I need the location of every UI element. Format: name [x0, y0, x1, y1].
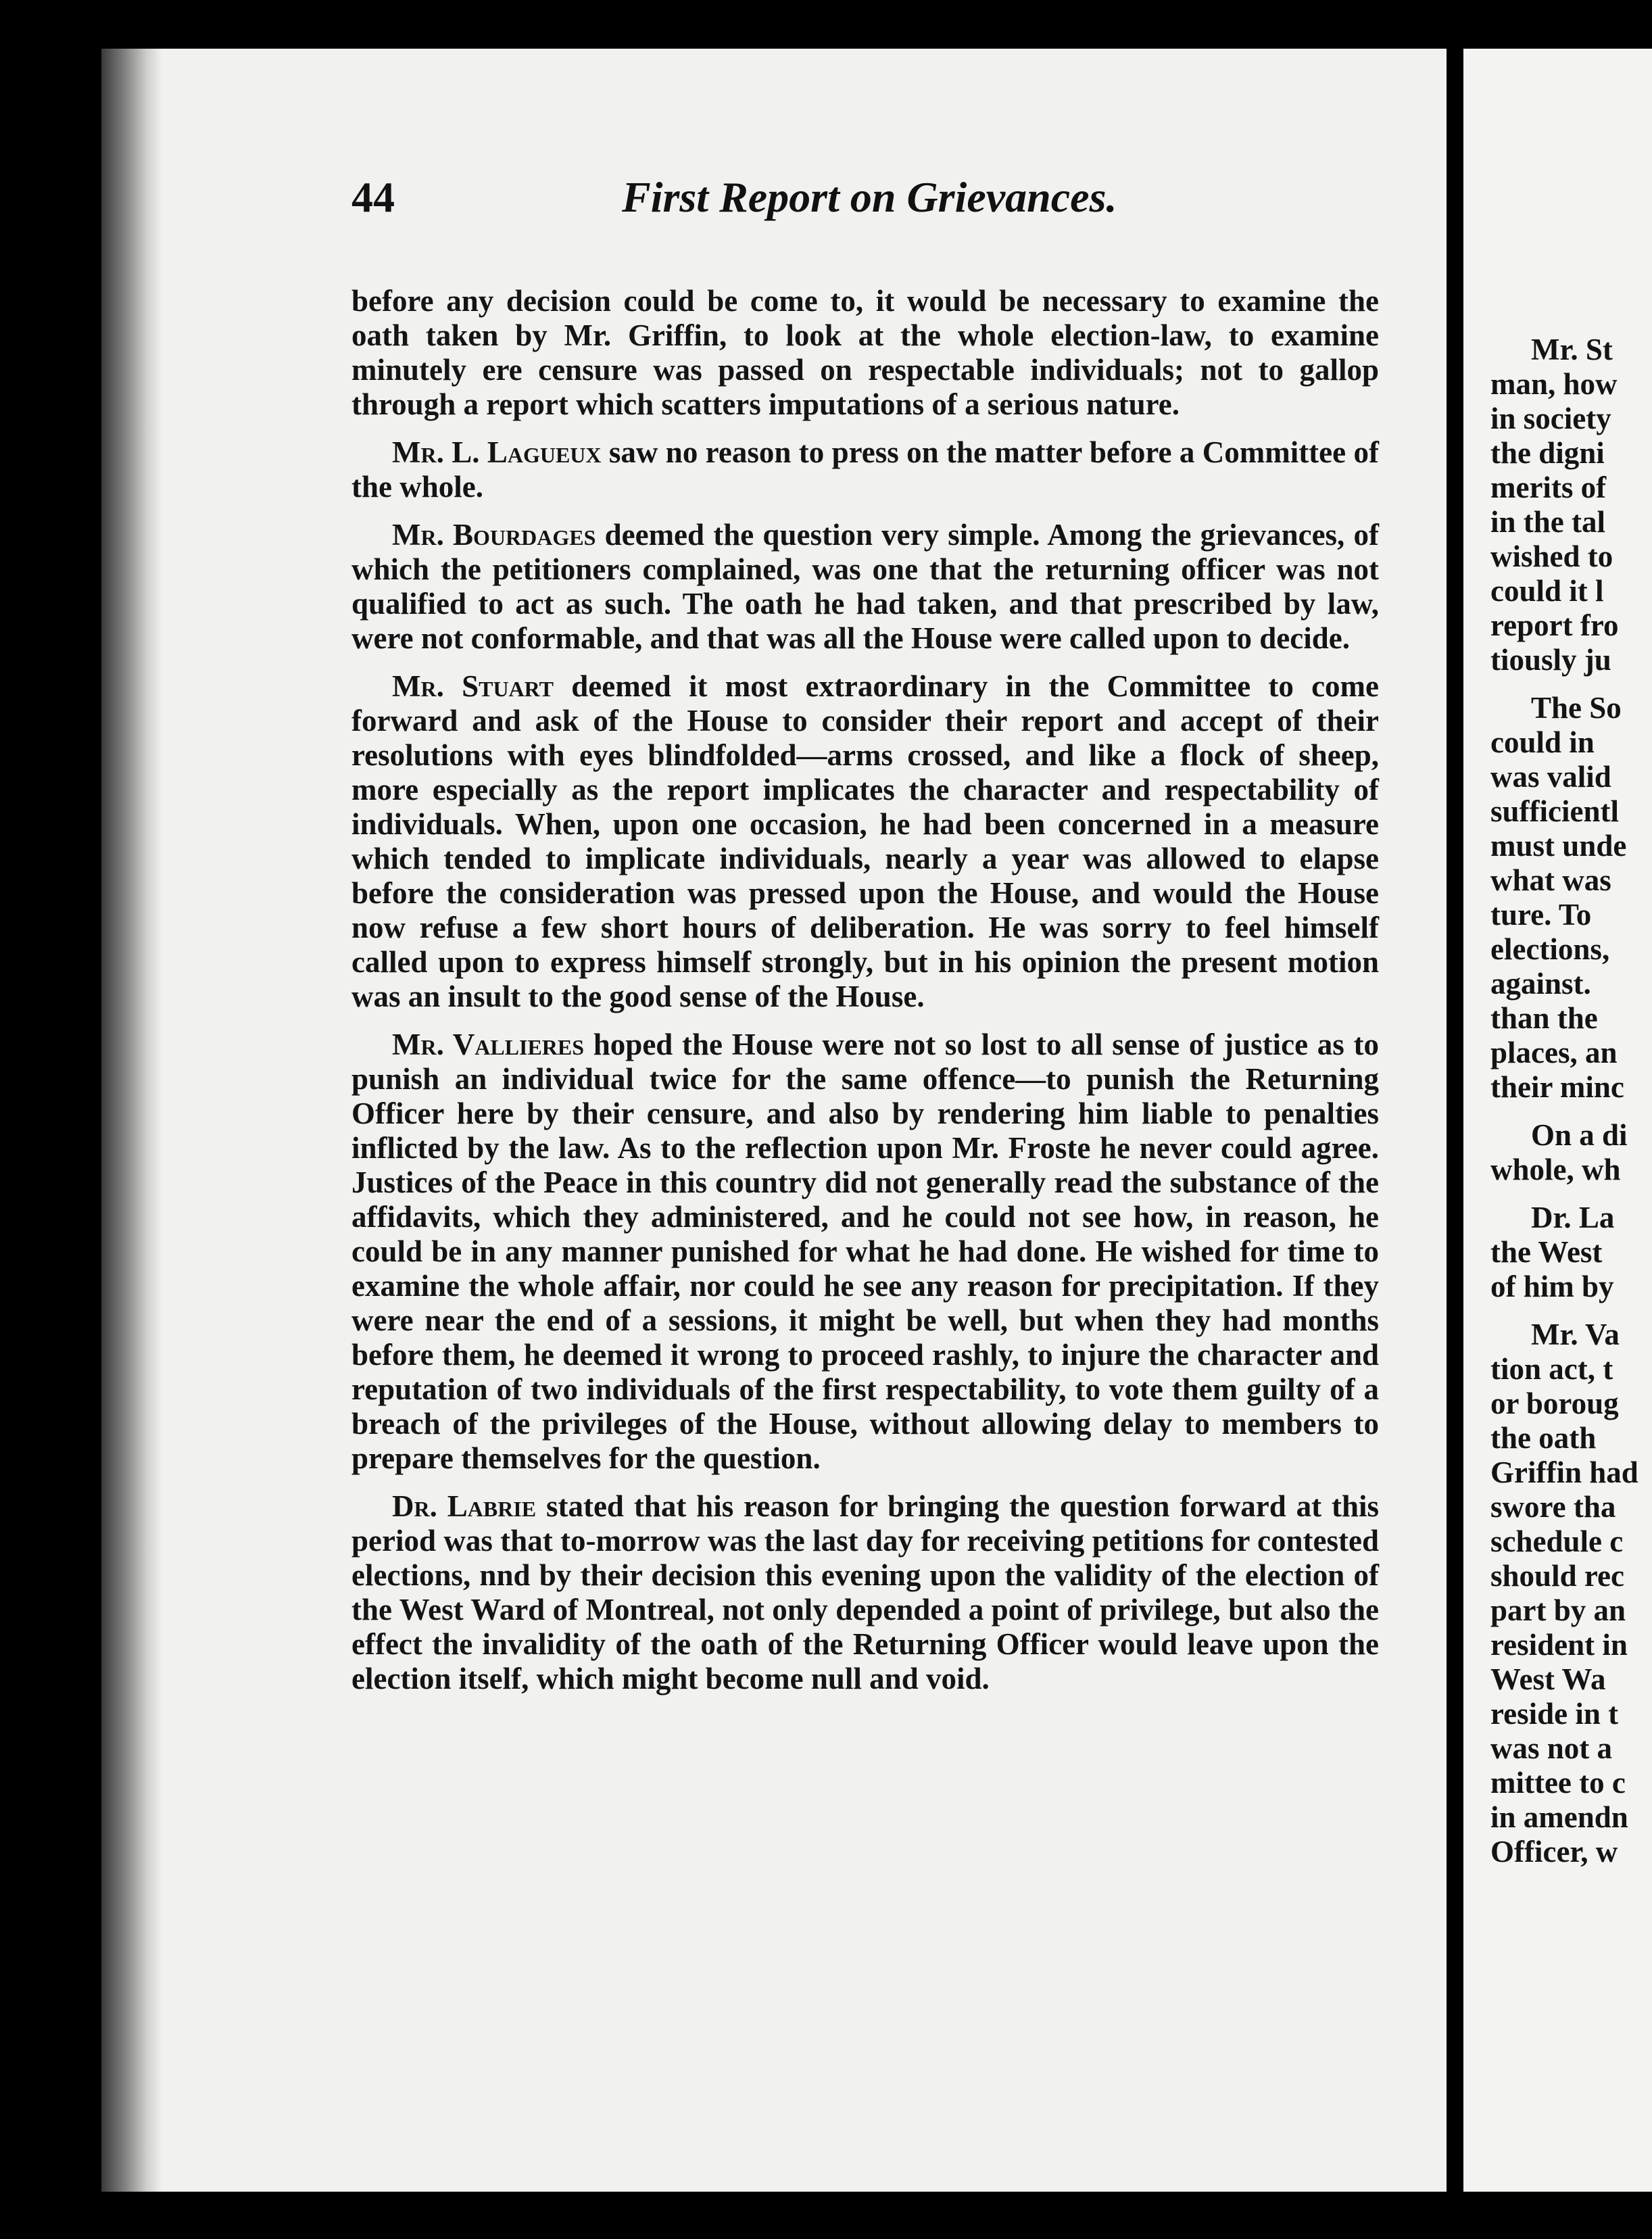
speaker-name: Mr. Stuart — [392, 669, 554, 703]
right-page-line: could in — [1490, 725, 1595, 759]
speaker-name: Mr. Bourdages — [392, 518, 596, 552]
right-page-line: merits of — [1490, 471, 1607, 504]
right-page-line: whole, wh — [1490, 1153, 1621, 1186]
right-page-line: Mr. St — [1531, 333, 1613, 366]
paragraph-gap — [1490, 1187, 1652, 1201]
right-page-line: West Wa — [1490, 1662, 1606, 1696]
right-page — [1463, 49, 1652, 2192]
right-page-line: elections, — [1490, 932, 1610, 966]
paragraph-gap — [1490, 1105, 1652, 1118]
right-page-line: On a di — [1531, 1118, 1628, 1152]
right-page-line: should rec — [1490, 1559, 1624, 1593]
speaker-name: Mr. Vallieres — [392, 1028, 585, 1061]
right-page-line: reside in t — [1490, 1697, 1619, 1731]
paragraph-gap — [1490, 1304, 1652, 1318]
right-page-line: Griffin had — [1490, 1455, 1638, 1489]
paragraph-text: stated that his reason for bringing the question forward at this period was that to-morrow was the last day for receiving petitions for contested elections, nnd by their decision this evening upon the validity of the election of the West Ward of Montreal, not only depended a point of privilege, but also the effect the invalidity of the oath of the Returning Officer would leave upon the election itself, which might become null and void. — [351, 1489, 1380, 1695]
right-page-line: sufficientl — [1490, 794, 1619, 828]
right-page-line: in society — [1490, 402, 1611, 435]
paragraph-text: before any decision could be come to, it would be necessary to examine the oath taken by Mr. Griffin, to look at the whole election-law, to examine minutely ere censure was passed on respectable individuals; not to gallop through a report which scatters imputations of a serious nature. — [351, 284, 1379, 421]
right-page-line: The So — [1531, 691, 1622, 725]
right-page-line: what was — [1490, 863, 1611, 897]
right-page-line: Dr. La — [1531, 1201, 1615, 1234]
right-page-line: wished to — [1490, 539, 1613, 573]
right-page-line: places, an — [1490, 1036, 1618, 1069]
right-page-line: was valid — [1490, 760, 1611, 794]
running-title: First Report on Grievances. — [622, 173, 1117, 221]
right-page-line: tion act, t — [1490, 1352, 1613, 1386]
right-page-line: could it l — [1490, 574, 1604, 608]
right-page-line: resident in — [1490, 1628, 1628, 1662]
paragraph-text: saw no reason to press on the matter before a Committee of the whole. — [351, 435, 1379, 504]
paragraph — [351, 435, 1379, 504]
speaker-name: Mr. L. Lagueux — [392, 435, 602, 469]
page-number: 44 — [351, 173, 395, 221]
right-page-line: of him by — [1490, 1270, 1614, 1303]
right-page-line: Mr. Va — [1531, 1318, 1620, 1351]
right-page-line: their minc — [1490, 1070, 1624, 1104]
right-page-line: report fro — [1490, 608, 1619, 642]
paragraph-text: hoped the House were not so lost to all sense of justice as to punish an individual twice for the same offence—to punish the Returning Officer here by their censure, and also by rendering him liable to penalties inflicted by the law. As to the reflection upon Mr. Froste he never could agree. Justices of the Peace in this country did not generally read the substance of the affidavits, which they administered, and he could not see how, in reason, he could be in any manner punished for what he had done. He wished for time to examine the whole affair, nor could he see any reason for precipitation. If they were near the end of a sessions, it might be well, but when they had months before them, he deemed it wrong to proceed rashly, to injure the character and reputation of two individuals of the first respectability, to vote them guilty of a breach of the privileges of the House, without allowing delay to members to prepare themselves for the question. — [351, 1028, 1379, 1475]
right-page-line: the West — [1490, 1235, 1603, 1269]
right-page-line: must unde — [1490, 829, 1627, 863]
paragraph-text: deemed it most extraordinary in the Committee to come forward and ask of the House to consider their report and accept of their resolutions with eyes blindfolded—arms crossed, and like a flock of sheep, more especially as the report implicates the character and respectability of individuals. When, upon one occasion, he had been concerned in a measure which tended to implicate individuals, nearly a year was allowed to elapse before the consideration was pressed upon the House, and would the House now refuse a few short hours of deliberation. He was sorry to feel himself called upon to express himself strongly, but in his opinion the present motion was an insult to the good sense of the House. — [351, 669, 1380, 1013]
paragraph-gap — [1490, 677, 1652, 691]
right-page-line: in the tal — [1490, 505, 1606, 539]
paragraph — [351, 1028, 1379, 1476]
right-page-line: tiously ju — [1490, 643, 1611, 677]
paragraph — [351, 669, 1379, 1014]
right-page-line: schedule c — [1490, 1524, 1624, 1558]
right-page-text-fragments — [1490, 333, 1652, 1869]
right-page-line: Officer, w — [1490, 1835, 1618, 1869]
right-page-line: swore tha — [1490, 1490, 1616, 1524]
right-page-line: mittee to c — [1490, 1766, 1626, 1800]
right-page-line: man, how — [1490, 367, 1618, 401]
right-page-line: against. — [1490, 967, 1591, 1001]
right-page-line: part by an — [1490, 1593, 1626, 1627]
paragraph-text: deemed the question very simple. Among the grievances, of which the petitioners complained, was one that the returning officer was not qualified to act as such. The oath he had taken, and that prescribed by law, were not conformable, and that was all the House were called upon to decide. — [351, 518, 1379, 655]
running-header — [351, 172, 1406, 260]
right-page-line: than the — [1490, 1001, 1598, 1035]
main-text-column — [351, 284, 1379, 1710]
paragraph — [351, 518, 1379, 656]
right-page-line: ture. To — [1490, 898, 1592, 932]
paragraph — [351, 284, 1379, 422]
gutter-shadow — [101, 49, 162, 2192]
right-page-line: the oath — [1490, 1421, 1597, 1455]
right-page-line: in amendn — [1490, 1800, 1628, 1834]
right-page-line: the digni — [1490, 436, 1605, 470]
speaker-name: Dr. Labrie — [392, 1489, 537, 1523]
right-page-line: or boroug — [1490, 1387, 1619, 1420]
paragraph — [351, 1489, 1379, 1696]
right-page-line: was not a — [1490, 1731, 1613, 1765]
